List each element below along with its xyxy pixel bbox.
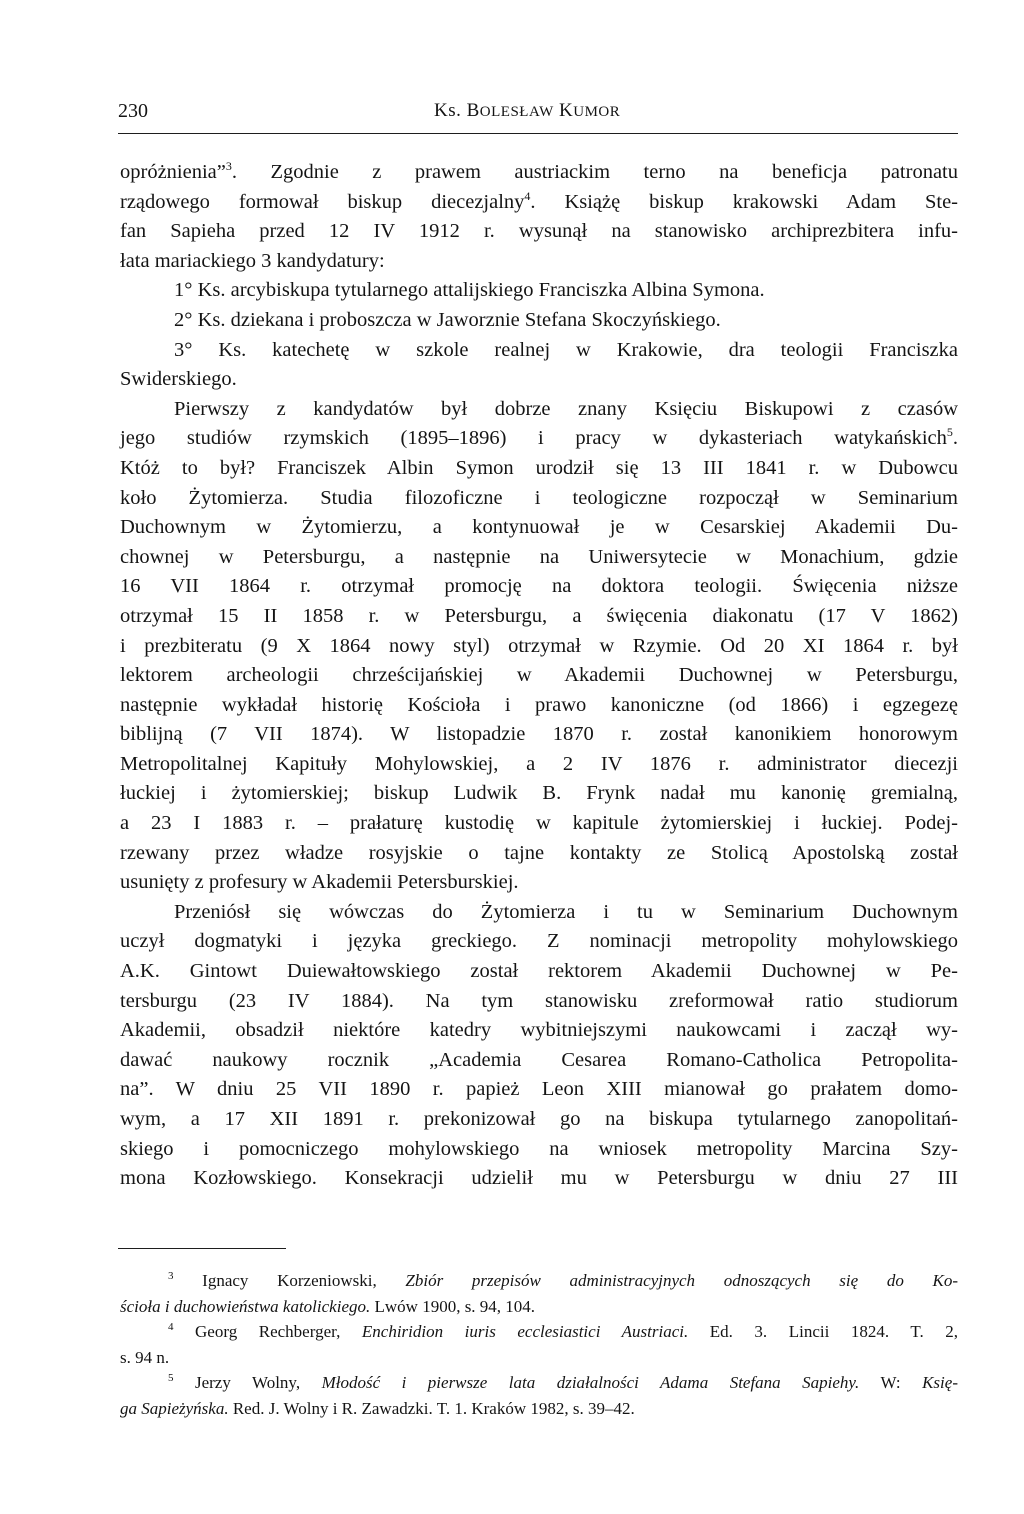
text-line: mona Kozłowskiego. Konsekracji udzielił mu w Petersburgu w dniu 27 III — [120, 1167, 958, 1190]
text-line: skiego i pomocniczego mohylowskiego na wniosek metropolity Marcina Szy- — [120, 1137, 958, 1160]
text-line: tersburgu (23 IV 1884). Na tym stanowisku zreformował ratio studiorum — [120, 989, 958, 1012]
header-rule — [118, 133, 958, 134]
text-line: Akademii, obsadził niektóre katedry wybitniejszymi naukowcami i zaczął wy- — [120, 1019, 958, 1042]
page-number: 230 — [118, 100, 148, 122]
text-line: Duchownym w Żytomierzu, a kontynuował je w Cesarskiej Akademii Du- — [120, 516, 958, 539]
footnote-4-cont: s. 94 n. — [120, 1347, 170, 1367]
footnote-ref: 4 — [524, 188, 531, 203]
footnote-3-cont: ścioła i duchowieństwa katolickiego. Lwów 1900, s. 94, 104. — [120, 1296, 536, 1316]
text-line: na”. W dniu 25 VII 1890 r. papież Leon XIII mianował go prałatem domo- — [120, 1078, 958, 1101]
text-line: biblijną (7 VII 1874). W listopadzie 1870 r. został kanonikiem honorowym — [120, 723, 958, 746]
text-line: następnie wykładał historię Kościoła i prawo kanoniczne (od 1866) i egzegezę — [120, 693, 958, 716]
text-line: łata mariackiego 3 kandydatury: — [120, 249, 385, 272]
footnote-ref: 3 — [225, 159, 232, 173]
text-line: koło Żytomierza. Studia filozoficzne i teologiczne rozpoczął w Seminarium — [120, 486, 958, 509]
text-line: i prezbiteratu (9 X 1864 nowy styl) otrzymał w Rzymie. Od 20 XI 1864 r. był — [120, 634, 958, 657]
candidate-list-item: 1° Ks. arcybiskupa tytularnego attalijskiego Franciszka Albina Symona. — [174, 279, 765, 302]
text-line: lektorem archeologii chrześcijańskiej w Akademii Duchownej w Petersburgu, — [120, 664, 958, 687]
text-line: łuckiej i żytomierskiej; biskup Ludwik B. Frynk nadał mu kanonię gremialną, — [120, 782, 958, 805]
candidate-list-item: 3° Ks. katechetę w szkole realnej w Krakowie, dra teologii Franciszka — [174, 338, 958, 361]
footnotes — [120, 1268, 958, 1421]
footnote-3: $^3$ Ignacy Korzeniowski, Zbiór przepisów administracyjnych odnoszących się do Ko- — [168, 1270, 958, 1290]
text-line: 16 VII 1864 r. otrzymał promocję na doktora teologii. Święcenia niższe — [120, 575, 958, 598]
text-line: rządowego formował biskup diecezjalny$^4$. Książę biskup krakowski Adam Ste- — [120, 188, 958, 213]
text-line: Swiderskiego. — [120, 368, 237, 391]
footnote-4: $^4$ Georg Rechberger, Enchiridion iuris ecclesiastici Austriaci. Ed. 3. Lincii 1824. T. 2, — [168, 1321, 958, 1341]
text-line: A.K. Gintowt Duiewałtowskiego został rektorem Akademii Duchownej w Pe- — [120, 960, 958, 983]
text-line: jego studiów rzymskich (1895–1896) i pracy w dykasteriach watykańskich$^5$. — [120, 425, 958, 450]
text-line: a 23 I 1883 r. – prałaturę kustodię w kapitule żytomierskiej i łuckiej. Podej- — [120, 812, 958, 835]
page-header — [118, 100, 958, 130]
text-line: Któż to był? Franciszek Albin Symon urodził się 13 III 1841 r. w Dubowcu — [120, 456, 958, 479]
body-text — [120, 158, 958, 1194]
text-line: chownej w Petersburgu, a następnie na Uniwersytecie w Monachium, gdzie — [120, 545, 958, 568]
paragraph-first-line: Przeniósł się wówczas do Żytomierza i tu w Seminarium Duchownym — [174, 900, 958, 923]
running-head-author: Ks. BOLESŁAW KUMOR — [434, 100, 621, 121]
footnote-separator — [118, 1248, 286, 1249]
text-line: Metropolitalnej Kapituły Mohylowskiej, a 2 IV 1876 r. administrator diecezji — [120, 752, 958, 775]
text-line: wym, a 17 XII 1891 r. prekonizował go na biskupa tytularnego zanopolitań- — [120, 1108, 958, 1130]
text-line: opróżnienia”$^3$. Zgodnie z prawem austriackim terno na beneficja patronatu — [120, 159, 958, 183]
text-line: usunięty z profesury w Akademii Petersburskiej. — [120, 871, 519, 894]
text-line: otrzymał 15 II 1858 r. w Petersburgu, a święcenia diakonatu (17 V 1862) — [120, 604, 958, 627]
text-line: fan Sapieha przed 12 IV 1912 r. wysunął na stanowisko archiprezbitera infu- — [120, 220, 958, 243]
footnote-5: $^5$ Jerzy Wolny, Młodość i pierwsze lata działalności Adama Stefana Sapiehy. W: Księ- — [168, 1372, 958, 1392]
text-line: uczył dogmatyki i języka greckiego. Z nominacji metropolity mohylowskiego — [120, 930, 958, 953]
candidate-list-item: 2° Ks. dziekana i proboszcza w Jaworznie Stefana Skoczyńskiego. — [174, 308, 721, 331]
text-line: rzewany przez władze rosyjskie o tajne kontakty ze Stolicą Apostolską został — [120, 841, 958, 864]
text-line: dawać naukowy rocznik „Academia Cesarea Romano-Catholica Petropolita- — [120, 1048, 958, 1071]
footnote-5-cont: ga Sapieżyńska. Red. J. Wolny i R. Zawadzki. T. 1. Kraków 1982, s. 39–42. — [120, 1398, 635, 1418]
footnote-ref: 5 — [946, 425, 953, 440]
paragraph-first-line: Pierwszy z kandydatów był dobrze znany Księciu Biskupowi z czasów — [174, 397, 958, 420]
